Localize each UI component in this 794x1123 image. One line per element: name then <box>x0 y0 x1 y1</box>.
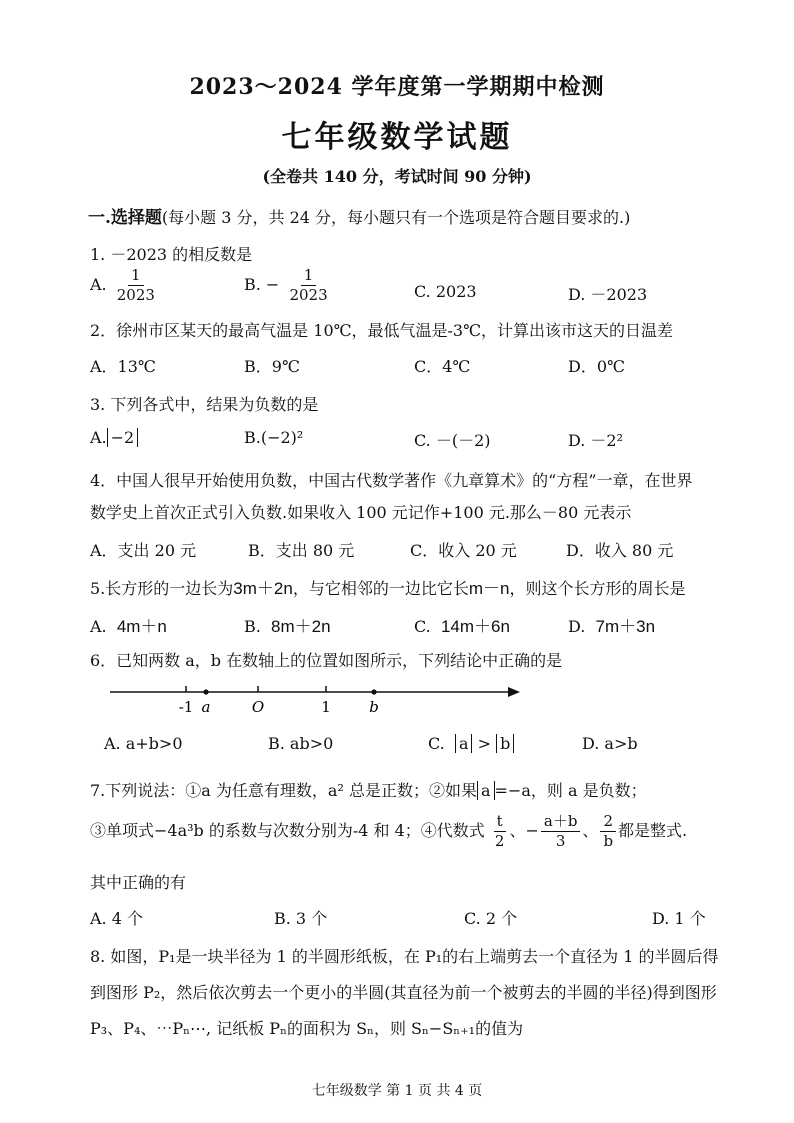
number-line-arrow <box>508 687 520 697</box>
question-7-option-b: B. 3 个 <box>274 909 328 928</box>
absolute-value: a <box>477 781 495 800</box>
question-1-stem: 1. －2023 的相反数是 <box>90 245 253 264</box>
axis-label-b: b <box>369 698 379 716</box>
question-3-option-d: D. －2² <box>568 431 624 450</box>
stem-part: ，则这个长方形的周长是 <box>509 579 686 598</box>
absolute-value: b <box>496 734 514 753</box>
question-4-option-b: B．支出 80 元 <box>248 541 355 560</box>
stem-part: 5.长方形的一边长为 <box>90 579 234 598</box>
question-8-line-3: P₃、P₄、⋯Pₙ⋯, 记纸板 Pₙ的面积为 Sₙ，则 Sₙ−Sₙ₊₁的值为 <box>90 1019 524 1038</box>
question-8-line-2: 到图形 P₂，然后依次剪去一个更小的半圆(其直径为前一个被剪去的半圆的半径)得到图形 <box>90 983 717 1002</box>
question-5-option-c <box>414 612 510 637</box>
axis-label-origin: O <box>251 698 265 716</box>
question-7-option-d: D. 1 个 <box>652 909 706 928</box>
expression: 3m＋2n <box>233 579 293 598</box>
expression: 14m＋6n <box>440 617 510 636</box>
option-label: C. <box>414 617 431 636</box>
separator: 、− <box>509 821 539 840</box>
stem-part: a 为任意有理数， <box>201 781 328 800</box>
numerator: 1 <box>301 268 317 286</box>
numerator: 1 <box>128 268 144 286</box>
fraction <box>114 268 158 303</box>
stem-part: ，与它相邻的一边比它长 <box>292 579 469 598</box>
question-2-option-b: B．9℃ <box>244 357 300 376</box>
question-1-option-b <box>244 268 333 303</box>
denominator: 2023 <box>116 286 155 304</box>
numerator: a＋b <box>541 814 581 832</box>
option-label: A. <box>90 617 107 636</box>
stem-part: a² 总是正数；②如果 <box>327 781 477 800</box>
question-1-option-c: C. 2023 <box>414 282 477 301</box>
question-6-stem: 6．已知两数 a，b 在数轴上的位置如图所示，下列结论中正确的是 <box>90 651 563 670</box>
expression: 4m＋n <box>116 617 167 636</box>
expression: 8m＋2n <box>271 617 331 636</box>
option-label: A. <box>90 428 107 447</box>
question-5-option-b <box>244 612 331 637</box>
operator: > <box>477 734 491 753</box>
question-8-line-1: 8. 如图，P₁是一块半径为 1 的半圆形纸板，在 P₁的右上端剪去一个直径为 1 的半圆后得 <box>90 947 719 966</box>
question-2-option-d: D．0℃ <box>568 357 625 376</box>
option-label: D. <box>568 617 586 636</box>
question-7-option-a: A. 4 个 <box>90 909 143 928</box>
question-2-option-a: A．13℃ <box>90 357 156 376</box>
question-7-line-2 <box>90 814 687 849</box>
numerator: 2 <box>600 814 616 832</box>
section-instruction: (每小题 3 分，共 24 分，每小题只有一个选项是符合题目要求的.) <box>161 208 631 227</box>
question-7-line-1 <box>90 778 647 801</box>
number-line-figure <box>110 676 520 716</box>
stem-part: 7.下列说法：① <box>90 781 202 800</box>
question-6-option-a: A. a+b>0 <box>104 734 183 753</box>
exam-note: (全卷共 140 分，考试时间 90 分钟) <box>262 167 532 186</box>
point-a <box>203 689 208 694</box>
option-label: C. <box>428 734 445 753</box>
question-5-option-a <box>90 612 167 637</box>
stem-part: =−a，则 a 是负数； <box>494 781 647 800</box>
fraction <box>492 814 508 849</box>
stem-part: ③单项式−4a³b 的系数与次数分别为-4 和 4；④代数式 <box>90 821 485 840</box>
question-5-stem <box>90 574 685 599</box>
question-6-option-d: D. a>b <box>582 734 638 753</box>
point-b <box>371 689 376 694</box>
expression: 7m＋3n <box>595 617 656 636</box>
question-4-stem-line-1: 4．中国人很早开始使用负数，中国古代数学著作《九章算术》的“方程”一章，在世界 <box>90 471 693 490</box>
axis-label-minus-one: -1 <box>178 698 194 716</box>
exam-subject-title: 七年级数学试题 <box>281 120 513 155</box>
separator: 、 <box>582 821 599 840</box>
axis-label-one: 1 <box>321 698 331 716</box>
denominator: 2 <box>494 832 505 850</box>
expression: m－n <box>468 579 510 598</box>
question-1-option-d: D. －2023 <box>568 285 648 304</box>
exam-title: 2023～2024 学年度第一学期期中检测 <box>189 74 605 100</box>
question-6-option-b: B. ab>0 <box>268 734 334 753</box>
fraction <box>541 814 581 849</box>
option-label: B. − <box>244 275 280 294</box>
question-3-option-c: C. －(－2) <box>414 431 491 450</box>
question-4-option-c: C．收入 20 元 <box>410 541 517 560</box>
question-4-option-d: D．收入 80 元 <box>566 541 674 560</box>
fraction <box>600 814 616 849</box>
section-label: 一.选择题 <box>88 208 162 228</box>
question-3-option-b: B.(−2)² <box>244 428 304 447</box>
question-4-option-a: A．支出 20 元 <box>90 541 197 560</box>
question-4-stem-line-2: 数学史上首次正式引入负数.如果收入 100 元记作+100 元.那么－80 元表示 <box>90 503 632 522</box>
question-7-option-c: C. 2 个 <box>464 909 518 928</box>
axis-label-a: a <box>201 698 211 716</box>
question-7-line-3: 其中正确的有 <box>90 873 187 892</box>
section-heading <box>88 203 630 228</box>
numerator: t <box>494 814 506 832</box>
absolute-value: −2 <box>107 428 139 447</box>
question-2-option-c: C．4℃ <box>414 357 471 376</box>
question-3-option-a <box>90 428 138 447</box>
question-3-stem: 3. 下列各式中，结果为负数的是 <box>90 395 319 414</box>
question-6-option-c <box>428 734 514 753</box>
fraction <box>286 268 330 303</box>
absolute-value: a <box>455 734 473 753</box>
question-5-option-d <box>568 612 655 637</box>
denominator: b <box>603 832 614 850</box>
question-2-stem: 2．徐州市区某天的最高气温是 10℃，最低气温是-3℃，计算出该市这天的日温差 <box>90 321 674 340</box>
denominator: 2023 <box>289 286 328 304</box>
page-footer: 七年级数学 第 1 页 共 4 页 <box>311 1083 483 1099</box>
question-1-option-a <box>90 268 160 303</box>
denominator: 3 <box>555 832 566 850</box>
option-label: A. <box>90 275 107 294</box>
option-label: B. <box>244 617 261 636</box>
stem-part: 都是整式. <box>618 821 688 840</box>
